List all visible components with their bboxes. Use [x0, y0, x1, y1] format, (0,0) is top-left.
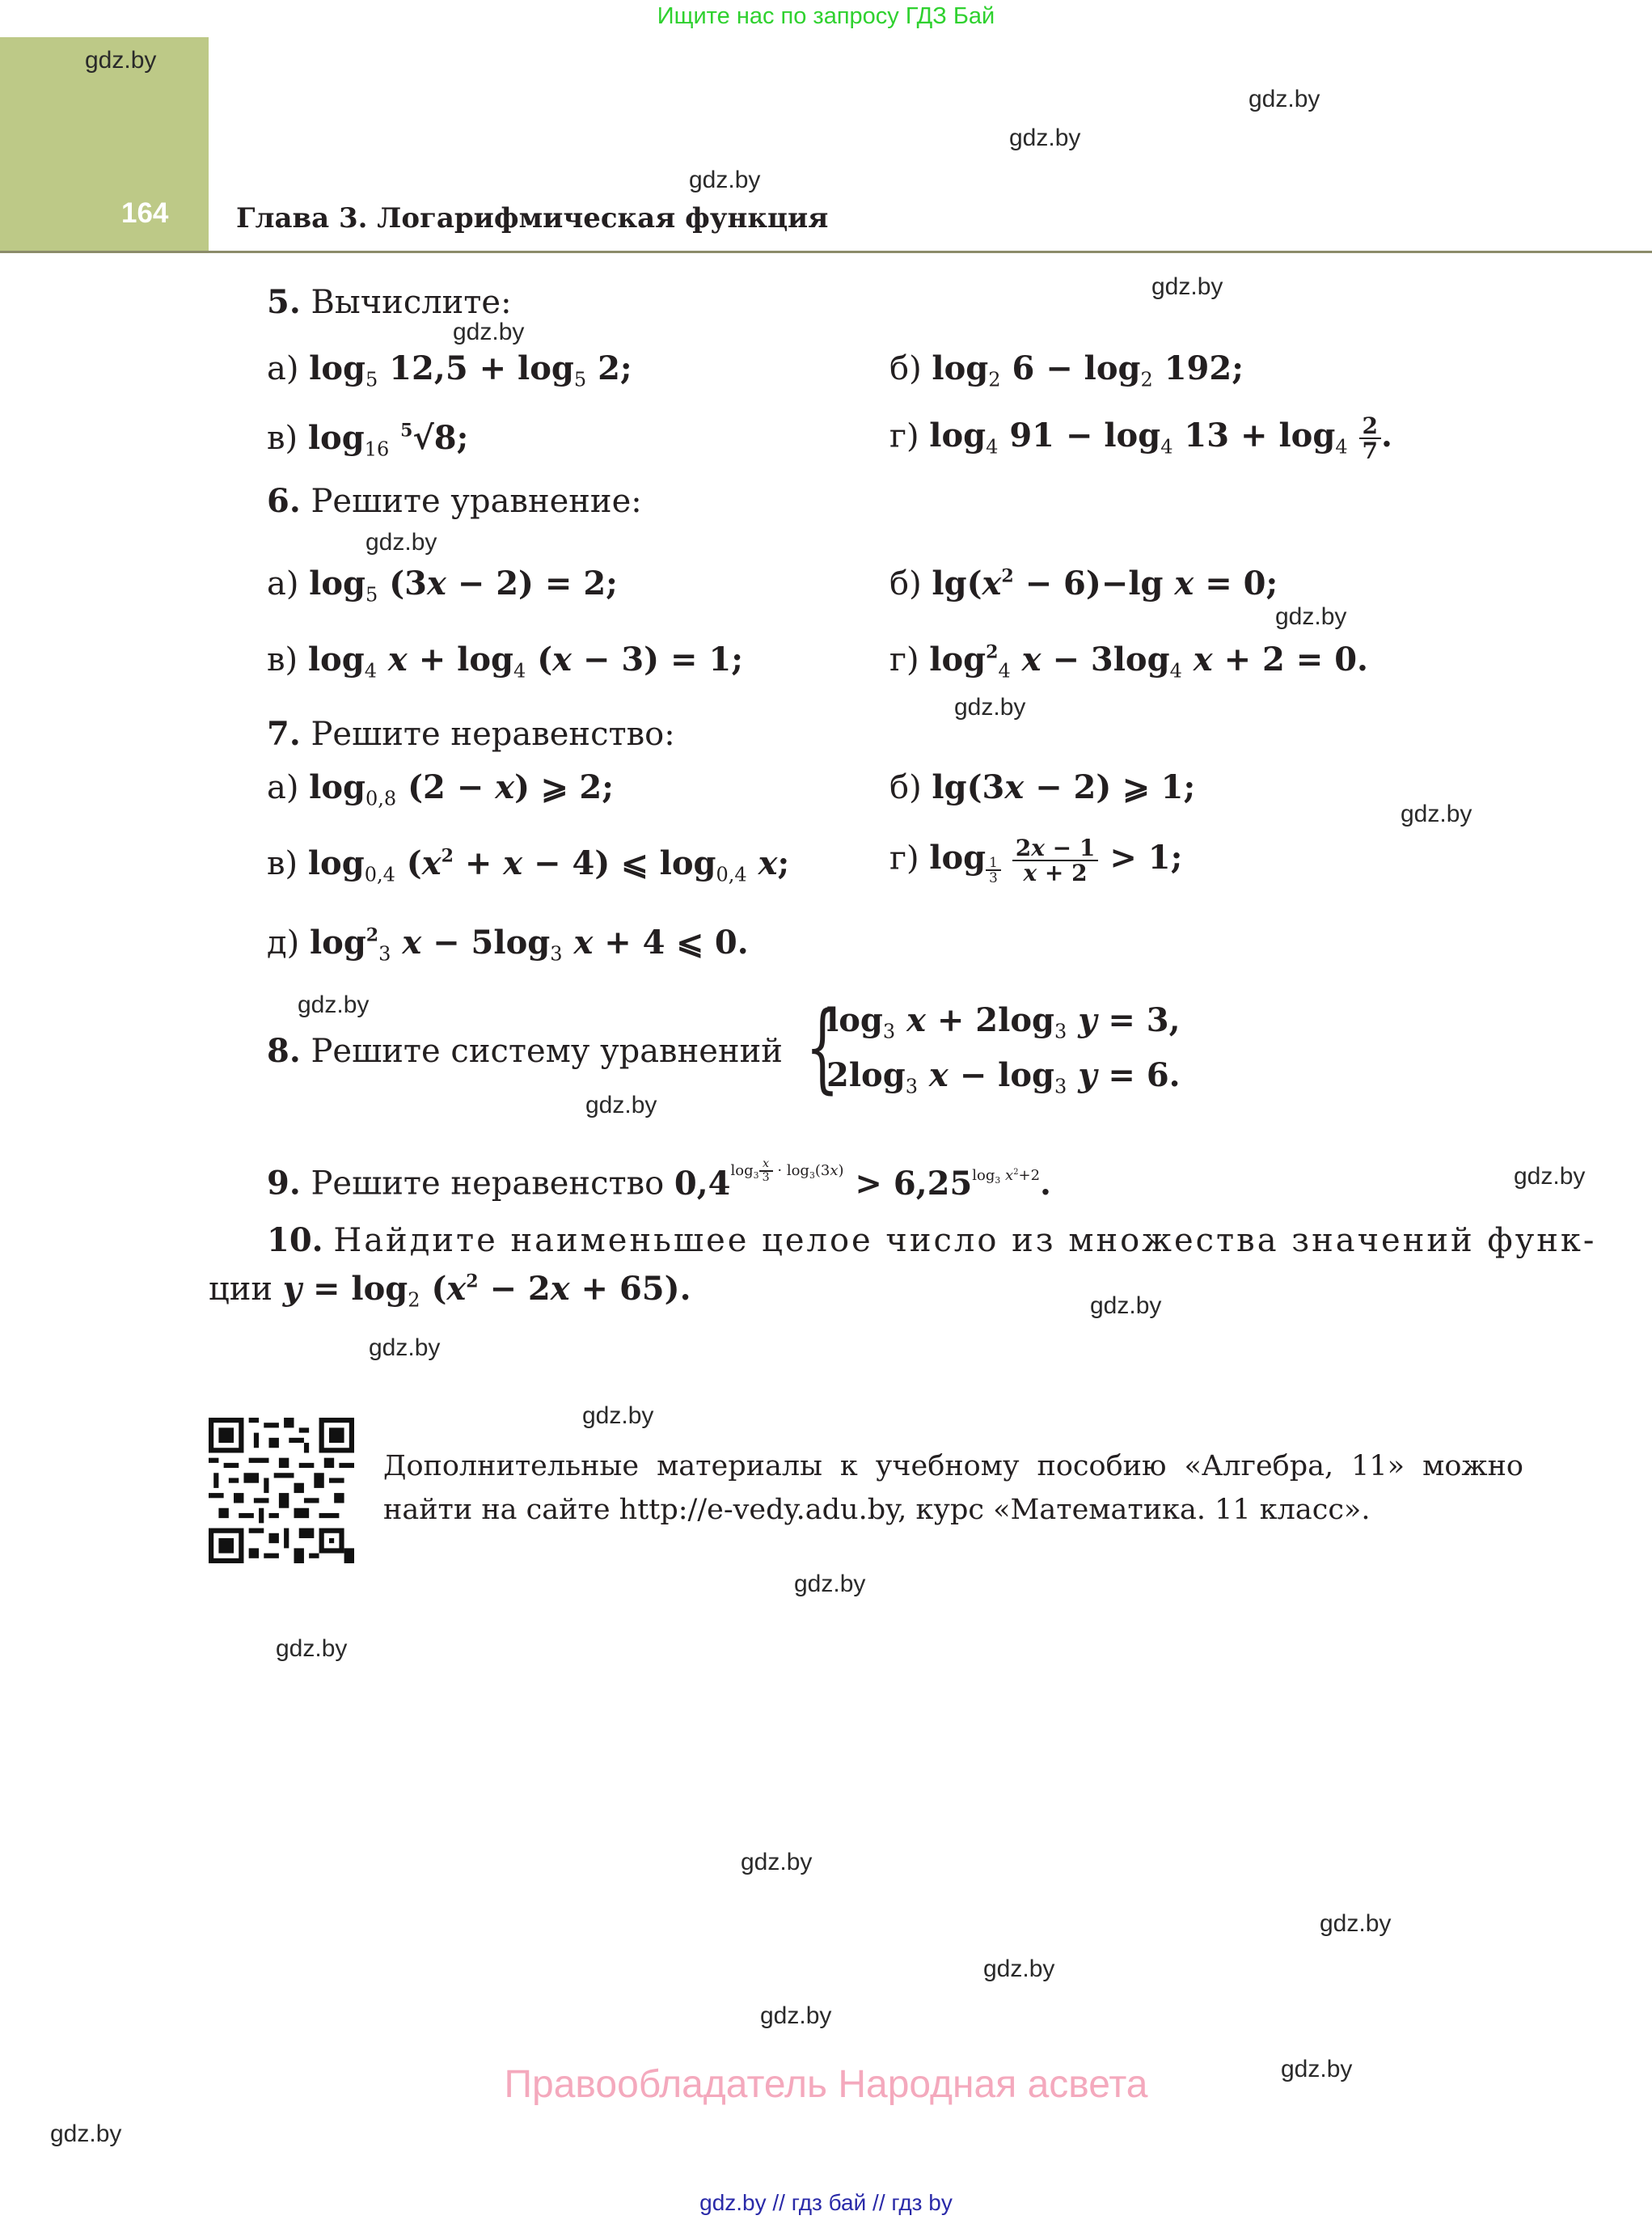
watermark: gdz.by [1281, 2056, 1353, 2082]
watermark: gdz.by [369, 1334, 441, 1361]
task-7d: д) $\log^2_3 x - 5\log_3$ x + 4 ⩽ 0. [267, 924, 749, 966]
task-5v: в) $\log_{16} ^5√8$; [267, 419, 469, 461]
task-6b: б) $\lg(x^2 - 6)-\lg$ x = 0; [889, 564, 1278, 603]
watermark: gdz.by [1090, 1292, 1162, 1319]
task-10-continued: ции $y = \log_2 (x^2 - 2x + 65)$. [209, 1270, 691, 1312]
task-7a: а) $\log_{0,8} (2 - x)$ ⩾ 2; [267, 768, 614, 810]
watermark: gdz.by [954, 694, 1026, 721]
watermark: gdz.by [1320, 1910, 1392, 1937]
chapter-title: Глава 3. Логарифмическая функция [236, 202, 829, 235]
watermark: gdz.by [760, 2002, 832, 2029]
footer-links[interactable]: gdz.by // гдз бай // гдз by [699, 2190, 953, 2215]
task-5g: г) $\log_4 91 - \log_4 13 + \log_4$ $\frac{2}{7}$ . [889, 412, 1392, 465]
watermark: gdz.by [453, 319, 525, 345]
watermark: gdz.by [365, 529, 437, 556]
task-9-heading: 9. Решите неравенство $0,4^{log_3 \frac{x}{3} \cdot log_3(3x)} > 6,25^{log_3 x^2+2}$. [267, 1157, 1051, 1203]
watermark: gdz.by [689, 167, 761, 193]
task-8-eq1: $\log_3 x + 2\log_3$ y = 3, [826, 1001, 1181, 1043]
watermark: gdz.by [582, 1402, 654, 1429]
task-7g: г) log $_{\frac{1}{3}}$ $\frac{2x - 1}{x + 2}$ > 1; [889, 835, 1183, 887]
watermark: gdz.by [276, 1635, 348, 1662]
task-7b: б) lg(3x − 2) ⩾ 1; [889, 768, 1196, 806]
task-7v: в) $\log_{0,4} (x^2 + x - 4)$ ⩽ $\log_{0,4} x$; [267, 844, 790, 886]
header-rule [0, 251, 1652, 253]
task-7-heading: 7. Решите неравенство: [267, 715, 675, 753]
watermark: gdz.by [1514, 1163, 1586, 1190]
additional-materials-note: Дополнительные материалы к учебному пособию «Алгебра, 11» можно найти на сайте http://e-vedy.adu.by, курс «Математика. 11 класс». [383, 1450, 1523, 1526]
watermark: gdz.by [50, 2120, 122, 2147]
task-6a: а) $\log_5 (3x - 2) = 2$; [267, 564, 618, 607]
watermark: gdz.by [741, 1849, 813, 1875]
watermark: gdz.by [1275, 603, 1347, 630]
task-10-heading: 10. Найдите наименьшее целое число из множества значений функ- [267, 1221, 1597, 1259]
task-8-heading: 8. Решите систему уравнений [267, 1032, 783, 1070]
watermark: gdz.by [85, 47, 157, 74]
task-5-heading: 5. Вычислите: [267, 283, 512, 321]
task-6v: в) $\log_4 x + \log_4 (x - 3) = 1$; [267, 641, 744, 683]
qr-code[interactable] [209, 1417, 354, 1564]
top-search-banner: Ищите нас по запросу ГДЗ Бай [657, 3, 995, 29]
watermark: gdz.by [1249, 86, 1320, 112]
watermark: gdz.by [794, 1571, 866, 1597]
watermark: gdz.by [585, 1092, 657, 1118]
watermark: gdz.by [298, 991, 370, 1018]
page-number: 164 [121, 197, 169, 229]
system-brace: { [805, 991, 839, 1104]
watermark: gdz.by [1401, 801, 1472, 827]
task-5a: а) $\log_5 12,5 + \log_5 2$; [267, 349, 632, 391]
task-5b: б) $\log_2 6 - \log_2 192$; [889, 349, 1244, 391]
watermark: gdz.by [1009, 125, 1081, 151]
task-8-eq2: $2\log_3$ $x - \log_3 y = 6$. [826, 1056, 1181, 1098]
copyright-owner: Правообладатель Народная асвета [504, 2063, 1148, 2106]
watermark: gdz.by [983, 1956, 1055, 1982]
task-6-heading: 6. Решите уравнение: [267, 482, 642, 520]
task-6g: г) $\log^2_4 x - 3\log_4$ x + 2 = 0. [889, 641, 1368, 683]
watermark: gdz.by [1151, 273, 1223, 300]
